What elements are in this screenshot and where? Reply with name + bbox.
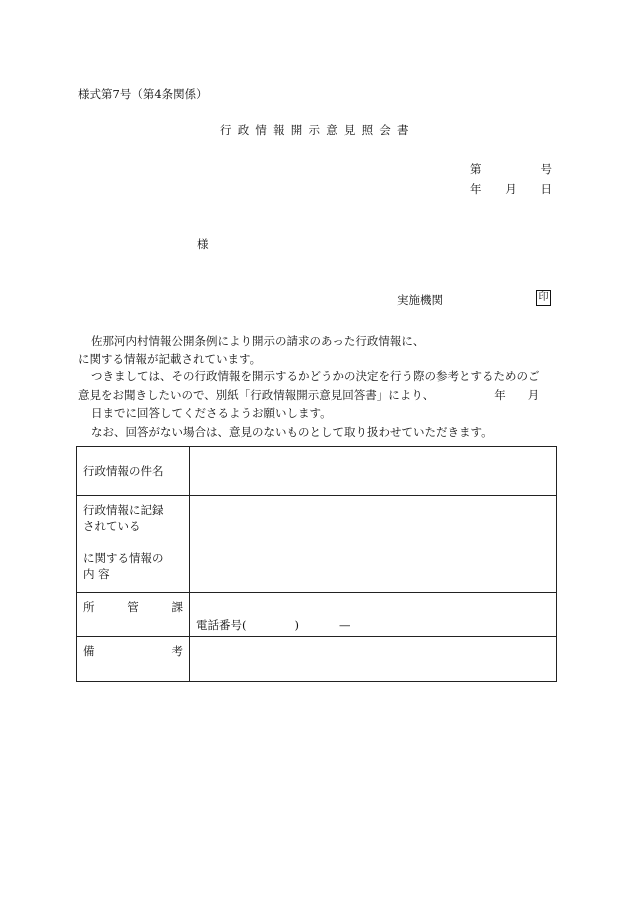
document-title: 行政情報開示意見照会書 <box>220 123 415 137</box>
body-paragraph-4-text: 意見をお聞きしたいので、別紙「行政情報開示意見回答書」により、 <box>78 388 435 402</box>
body-paragraph-6: なお、回答がない場合は、意見のないものとして取り扱わせていただきます。 <box>91 425 493 439</box>
content-label <box>77 496 190 593</box>
table-row-content <box>77 496 557 593</box>
department-field[interactable] <box>190 593 557 637</box>
department-label-3: 課 <box>171 600 183 614</box>
subject-label: 行政情報の件名 <box>77 447 190 496</box>
body-paragraph-1: 佐那河内村情報公開条例により開示の請求のあった行政情報に、 <box>91 334 425 348</box>
date-month: 月 <box>505 182 517 196</box>
body-paragraph-2: に関する情報が記載されています。 <box>78 352 262 366</box>
number-suffix: 号 <box>540 162 552 176</box>
body-paragraph-5: 日までに回答してくださるようお願いします。 <box>91 406 332 420</box>
reply-year: 年 <box>494 388 506 402</box>
phone-paren: ) <box>294 618 299 632</box>
content-label-line-1: 行政情報に記録 <box>83 503 164 517</box>
remarks-label-2: 考 <box>171 644 183 658</box>
agency-label: 実施機関 <box>397 293 443 307</box>
content-label-line-3: に関する情報の <box>83 551 164 565</box>
document-number-line <box>470 161 552 177</box>
document-date-line <box>470 181 552 197</box>
content-label-uchi: 内 <box>83 567 95 581</box>
information-table <box>76 446 557 682</box>
date-day: 日 <box>540 182 552 196</box>
phone-dash: — <box>339 618 351 632</box>
subject-field[interactable] <box>190 447 557 496</box>
department-label <box>77 593 190 637</box>
content-field[interactable] <box>190 496 557 593</box>
reply-month: 月 <box>527 388 540 402</box>
table-row-department <box>77 593 557 637</box>
remarks-label <box>77 637 190 682</box>
table-row-subject <box>77 447 557 496</box>
phone-number-line <box>196 617 562 633</box>
body-paragraph-4 <box>78 387 539 403</box>
remarks-label-1: 備 <box>83 644 95 658</box>
seal-mark: 印 <box>536 290 551 306</box>
number-prefix: 第 <box>470 162 482 176</box>
content-label-line-4 <box>83 566 183 582</box>
table-row-remarks <box>77 637 557 682</box>
form-number: 様式第7号（第4条関係） <box>78 87 208 101</box>
content-label-line-2: されている <box>83 519 141 533</box>
date-year: 年 <box>470 182 482 196</box>
department-label-1: 所 <box>83 600 95 614</box>
remarks-field[interactable] <box>190 637 557 682</box>
phone-label: 電話番号( <box>196 618 247 632</box>
body-paragraph-3: つきましては、その行政情報を開示するかどうかの決定を行う際の参考とするためのご <box>91 369 540 383</box>
content-label-you: 容 <box>98 567 110 581</box>
addressee-honorific: 様 <box>197 237 209 251</box>
department-label-2: 管 <box>127 600 139 614</box>
